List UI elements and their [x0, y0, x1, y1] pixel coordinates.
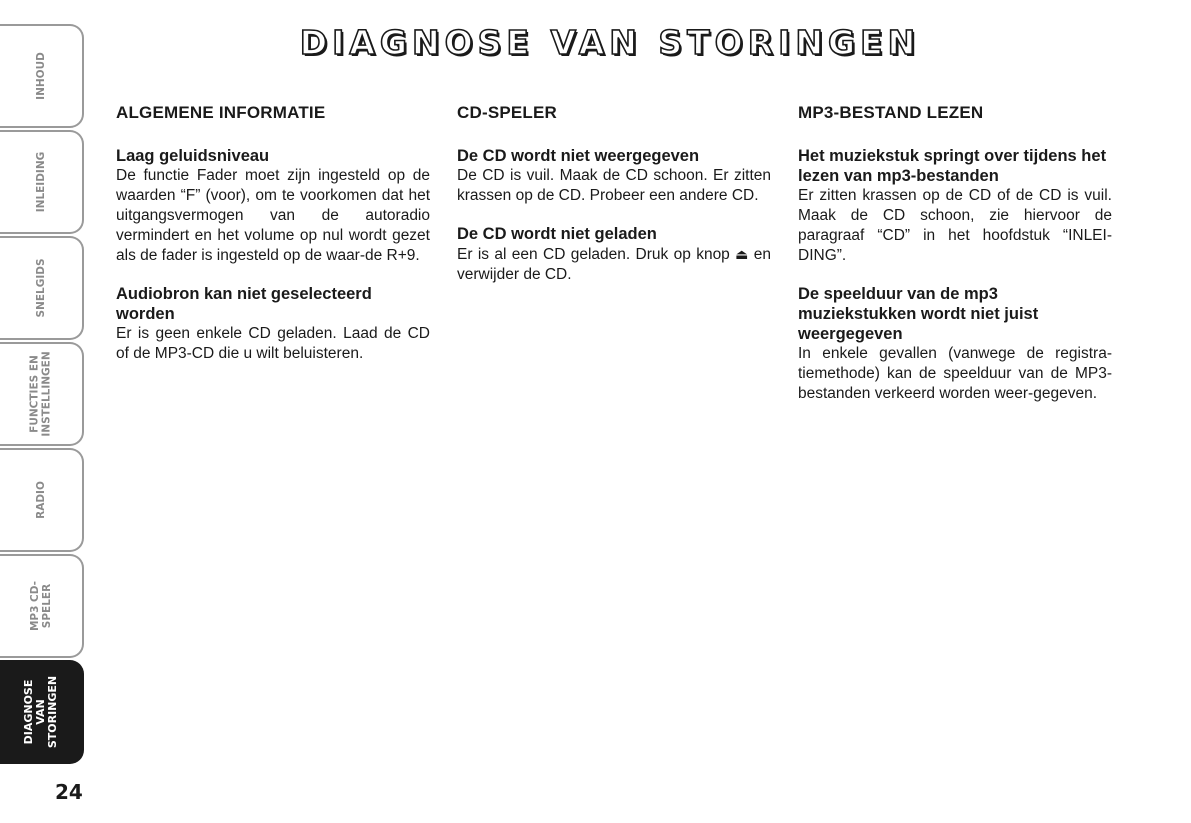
- column-heading: CD-SPELER: [457, 103, 558, 122]
- tab-diagnose-van-storingen[interactable]: [0, 660, 84, 764]
- column-general-info: [116, 102, 430, 382]
- section-audio-source: [116, 284, 430, 364]
- tab-functies-en-instellingen[interactable]: [0, 342, 84, 446]
- tab-mp3-cd-speler[interactable]: [0, 554, 84, 658]
- tab-label: INLEIDING: [35, 151, 47, 213]
- column-mp3-reading: [798, 102, 1112, 422]
- section-cd-not-loaded: [457, 224, 771, 285]
- section-title: De CD wordt niet weergegeven: [457, 147, 700, 165]
- section-body-text: en verwijder de CD.: [457, 246, 772, 283]
- tab-label: RADIO: [35, 481, 47, 519]
- section-body: De functie Fader moet zijn ingesteld op de waarden “F” (voor), om te voorkomen dat het uitgangsvermogen van de autoradio vermindert en het volume op nul wordt gezet als de fader is ingesteld op de waar-de R+9.: [116, 167, 430, 264]
- section-body: [457, 244, 771, 285]
- section-body-text: Er is al een CD geladen. Druk op knop: [457, 246, 730, 263]
- section-cd-not-playing: [457, 146, 771, 206]
- section-low-volume: [116, 146, 430, 266]
- tab-snelgids[interactable]: [0, 236, 84, 340]
- section-title: De CD wordt niet geladen: [457, 225, 657, 243]
- tab-label: MP3 CD-SPELER: [29, 580, 53, 632]
- section-playtime-incorrect: [798, 284, 1112, 404]
- eject-icon: ⏏: [735, 246, 749, 262]
- section-body: Er zitten krassen op de CD of de CD is vuil. Maak de CD schoon, zie hiervoor de paragraaf “CD” in het hoofdstuk “INLEI-DING”.: [798, 187, 1112, 264]
- page-title: DIAGNOSE VAN STORINGEN: [299, 23, 921, 62]
- tab-radio[interactable]: [0, 448, 84, 552]
- column-cd-player: [457, 102, 771, 303]
- tab-label: FUNCTIES EN INSTELLINGEN: [29, 351, 53, 437]
- section-track-skips: [798, 146, 1112, 266]
- tab-label: DIAGNOSE VAN STORINGEN: [22, 675, 59, 749]
- section-body: In enkele gevallen (vanwege de registra-tiemethode) kan de speelduur van de MP3-bestanden verkeerd worden weer-gegeven.: [798, 345, 1112, 402]
- tab-inleiding[interactable]: [0, 130, 84, 234]
- column-heading: MP3-BESTAND LEZEN: [798, 103, 984, 122]
- section-body: De CD is vuil. Maak de CD schoon. Er zitten krassen op de CD. Probeer een andere CD.: [457, 167, 771, 204]
- page-number: 24: [55, 780, 83, 804]
- tab-inhoud[interactable]: [0, 24, 84, 128]
- column-heading: ALGEMENE INFORMATIE: [116, 103, 326, 122]
- section-title: De speelduur van de mp3 muziekstukken wordt niet juist weergegeven: [798, 285, 1039, 343]
- section-title: Laag geluidsniveau: [116, 147, 270, 165]
- tab-label: INHOUD: [35, 52, 47, 100]
- section-body: Er is geen enkele CD geladen. Laad de CD of de MP3-CD die u wilt beluisteren.: [116, 325, 430, 362]
- section-title: Het muziekstuk springt over tijdens het lezen van mp3-bestanden: [798, 147, 1107, 185]
- section-title: Audiobron kan niet geselecteerd worden: [116, 285, 372, 323]
- tab-label: SNELGIDS: [35, 258, 47, 318]
